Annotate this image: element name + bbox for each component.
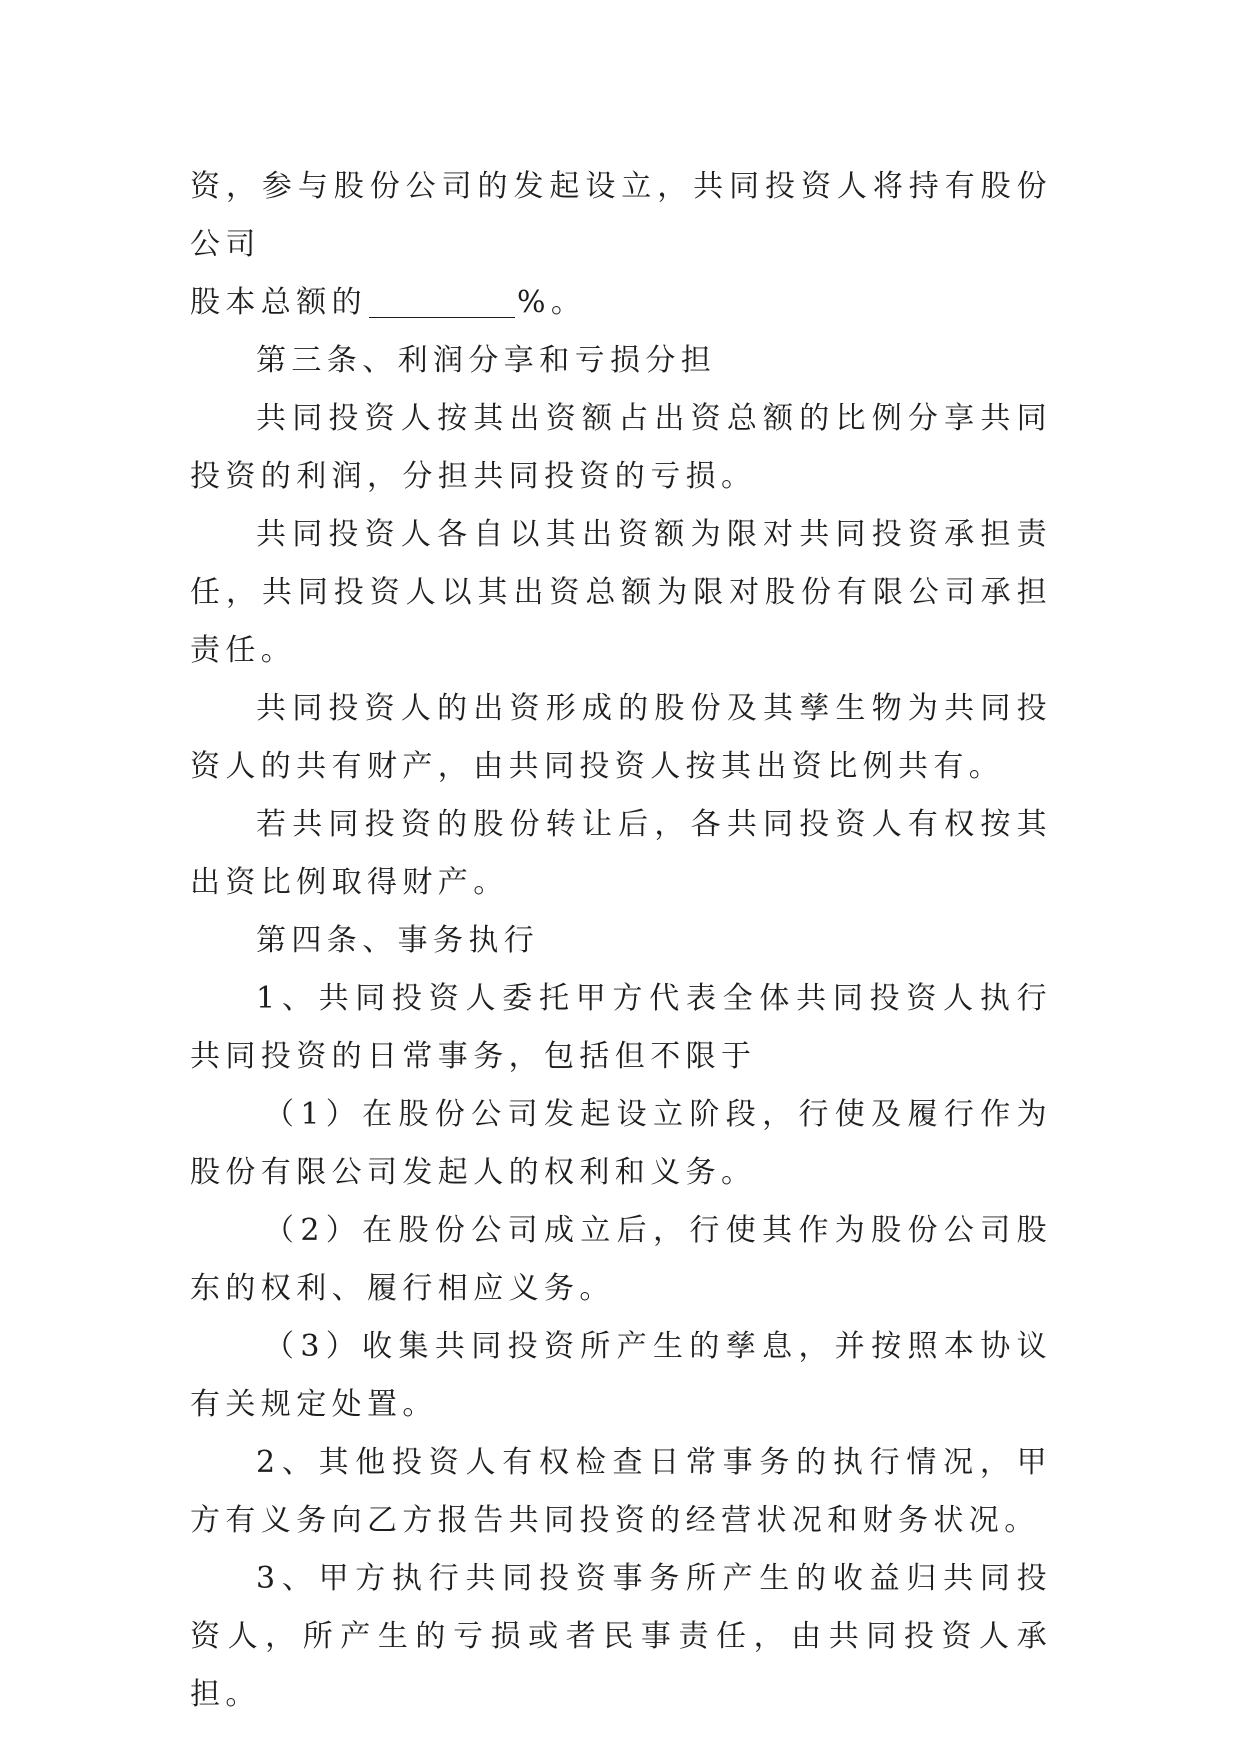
paragraph-line: 资，参与股份公司的发起设立，共同投资人将持有股份公司 [190,169,1052,262]
article-4-subitem: （1）在股份公司发起设立阶段，行使及履行作为股份有限公司发起人的权利和义务。 [190,1097,1052,1190]
paragraph-line: 股本总额的 [190,285,367,320]
article-4-subitem: （3）收集共同投资所产生的孳息，并按照本协议有关规定处置。 [190,1329,1052,1422]
article-3-paragraph: 共同投资人的出资形成的股份及其孳生物为共同投资人的共有财产，由共同投资人按其出资比例共有。 [190,691,1052,784]
article-3-paragraph: 若共同投资的股份转让后，各共同投资人有权按其出资比例取得财产。 [190,807,1052,900]
article-3-heading: 第三条、利润分享和亏损分担 [256,343,717,378]
article-4-item-3: 3、甲方执行共同投资事务所产生的收益归共同投资人，所产生的亏损或者民事责任，由共同投资人承担。 [190,1561,1052,1712]
paragraph-shares-ratio [190,158,1052,332]
fill-in-blank[interactable] [369,283,515,318]
article-4-subitem: （2）在股份公司成立后，行使其作为股份公司股东的权利、履行相应义务。 [190,1213,1052,1306]
article-4-heading: 第四条、事务执行 [256,923,540,958]
document-body [190,158,1052,1724]
article-4-item-2: 2、其他投资人有权检查日常事务的执行情况，甲方有义务向乙方报告共同投资的经营状况和财务状况。 [190,1445,1052,1538]
article-4-item-1: 1、共同投资人委托甲方代表全体共同投资人执行共同投资的日常事务，包括但不限于 [190,981,1052,1074]
article-3-paragraph: 共同投资人按其出资额占出资总额的比例分享共同投资的利润，分担共同投资的亏损。 [190,401,1052,494]
article-3-paragraph: 共同投资人各自以其出资额为限对共同投资承担责任，共同投资人以其出资总额为限对股份有限公司承担责任。 [190,517,1052,668]
percent-sign: %。 [517,285,587,320]
